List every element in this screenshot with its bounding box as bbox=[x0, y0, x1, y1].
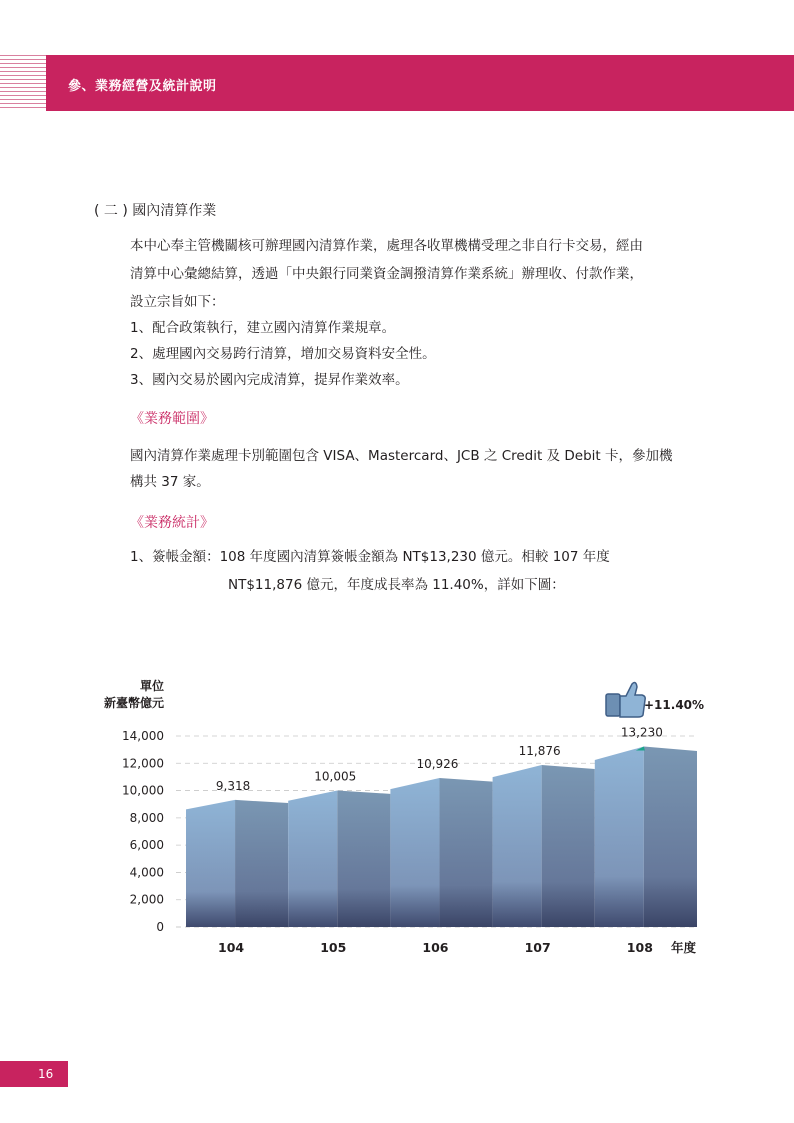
y-tick-label: 0 bbox=[156, 920, 164, 934]
area-side-segment bbox=[439, 778, 492, 927]
growth-badge-text: +11.40% bbox=[644, 698, 705, 712]
scope-line-2: 構共 37 家。 bbox=[130, 474, 210, 490]
chart-unit-label bbox=[94, 678, 164, 712]
area-side-segment bbox=[337, 791, 390, 927]
y-tick-label: 4,000 bbox=[129, 865, 164, 880]
y-tick-label: 10,000 bbox=[122, 783, 164, 798]
x-tick-label: 108 bbox=[626, 940, 653, 955]
stats-line-2: NT$11,876 億元，年度成長率為 11.40%，詳如下圖： bbox=[228, 577, 565, 593]
value-label: 10,005 bbox=[314, 769, 357, 784]
value-label: 13,230 bbox=[620, 725, 663, 740]
header-stripes bbox=[0, 55, 46, 111]
section-heading: ( 二 ) 國內清算作業 bbox=[94, 203, 217, 219]
y-tick-label: 14,000 bbox=[122, 729, 164, 743]
x-tick-label: 105 bbox=[320, 940, 347, 955]
purpose-item-3: 3、國內交易於國內完成清算，提昇作業效率。 bbox=[130, 372, 409, 388]
thumbs-up-icon bbox=[606, 683, 645, 717]
stats-line-1: 1、簽帳金額：108 年度國內清算簽帳金額為 NT$13,230 億元。相較 107 年度 bbox=[130, 549, 610, 565]
page-number: 16 bbox=[38, 1067, 54, 1081]
x-tick-label: 107 bbox=[524, 940, 551, 955]
unit-line-2: 新臺幣億元 bbox=[103, 696, 164, 710]
unit-line-1: 單位 bbox=[139, 679, 164, 693]
y-tick-label: 2,000 bbox=[129, 892, 164, 907]
purpose-item-2: 2、處理國內交易跨行清算，增加交易資料安全性。 bbox=[130, 346, 436, 362]
area-front-segment bbox=[288, 791, 337, 927]
stats-heading: 《業務統計》 bbox=[130, 515, 214, 531]
x-tick-label: 104 bbox=[218, 940, 245, 955]
intro-line-3: 設立宗旨如下： bbox=[130, 294, 225, 310]
amount-chart bbox=[80, 670, 720, 970]
area-front-segment bbox=[186, 800, 235, 927]
chart-svg bbox=[80, 670, 720, 970]
area-front-segment bbox=[595, 747, 644, 927]
intro-line-2: 清算中心彙總結算，透過「中央銀行同業資金調撥清算作業系統」辦理收、付款作業， bbox=[130, 266, 643, 282]
area-front-segment bbox=[493, 765, 542, 927]
intro-line-1: 本中心奉主管機關核可辦理國內清算作業，處理各收單機構受理之非自行卡交易，經由 bbox=[130, 238, 643, 254]
area-side-segment bbox=[542, 765, 595, 927]
growth-badge bbox=[606, 683, 704, 717]
scope-line-1: 國內清算作業處理卡別範圍包含 VISA、Mastercard、JCB 之 Credit 及 Debit 卡，參加機 bbox=[130, 448, 673, 464]
purpose-item-1: 1、配合政策執行，建立國內清算作業規章。 bbox=[130, 320, 396, 336]
area-side-segment bbox=[235, 800, 288, 927]
area-side-segment bbox=[644, 747, 697, 927]
value-label: 11,876 bbox=[518, 743, 561, 758]
x-axis-suffix: 年度 bbox=[670, 940, 696, 955]
header-band bbox=[46, 55, 794, 111]
x-tick-label: 106 bbox=[422, 940, 449, 955]
scope-heading: 《業務範圍》 bbox=[130, 411, 214, 427]
y-tick-label: 8,000 bbox=[129, 810, 164, 825]
y-tick-label: 6,000 bbox=[129, 838, 164, 853]
chapter-title: 參、業務經營及統計說明 bbox=[68, 79, 217, 94]
value-label: 9,318 bbox=[215, 778, 251, 793]
y-tick-label: 12,000 bbox=[122, 756, 164, 771]
value-label: 10,926 bbox=[416, 756, 459, 771]
page-number-box bbox=[0, 1061, 68, 1087]
area-front-segment bbox=[390, 778, 439, 927]
